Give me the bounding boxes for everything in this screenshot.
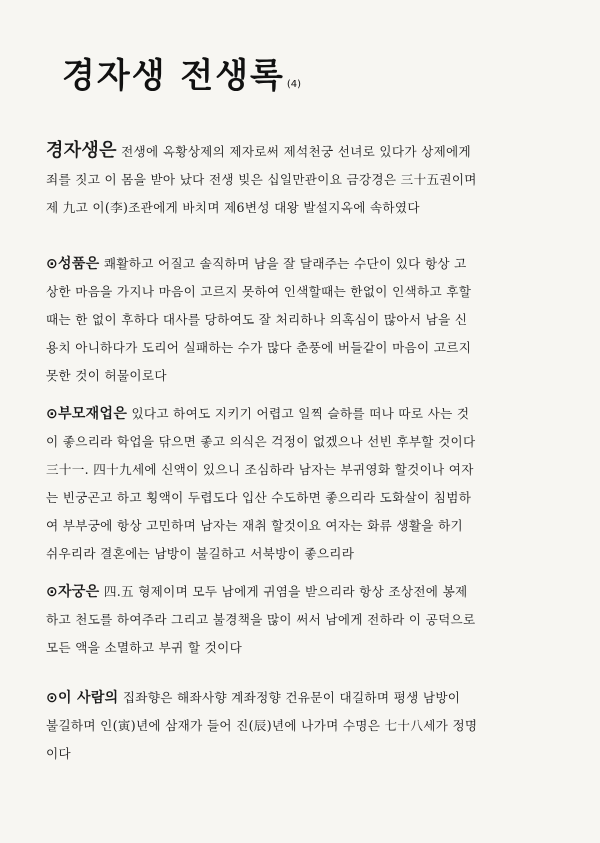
- paragraph-line: ⊙이 사람의 집좌향은 해좌사향 계좌정향 건유문이 대길하며 평생 남방이: [46, 690, 461, 706]
- paragraph-line: 때는 한 없이 후하다 대사를 당하여도 잘 처리하나 의혹심이 많아서 남을 신: [46, 312, 468, 327]
- paragraph-line: ⊙자궁은 四.五 형제이며 모두 남에게 귀염을 받으리라 항상 조상전에 봉제: [46, 584, 468, 600]
- section-heading: ⊙성품은: [46, 256, 100, 272]
- paragraph-line: 못한 것이 허물이로다: [46, 368, 167, 383]
- paragraph-line: 불길하며 인(寅)년에 삼재가 들어 진(辰)년에 나가며 수명은 七十八세가 정명: [46, 718, 478, 733]
- page-title: [62, 48, 301, 97]
- section-past-life: [46, 137, 560, 222]
- section-heading: ⊙자궁은: [46, 584, 100, 600]
- paragraph-line: 쉬우리라 결혼에는 남방이 불길하고 서북방이 좋으리라: [46, 546, 355, 561]
- section-heading: ⊙이 사람의: [46, 690, 119, 706]
- paragraph-line: 용치 아니하다가 도리어 실패하는 수가 많다 춘풍에 버들같이 마음이 고르지: [46, 340, 472, 355]
- section-character: [46, 250, 560, 390]
- section-parents-property: [46, 400, 560, 568]
- page-number: (4): [286, 79, 302, 90]
- paragraph-line: 는 빈궁곤고 하고 횡액이 두렵도다 입산 수도하면 좋으리라 도화살이 침범하: [46, 490, 472, 505]
- section-heading: ⊙부모재업은: [46, 406, 128, 422]
- paragraph-line: ⊙부모재업은 있다고 하여도 지키기 어렵고 일찍 슬하를 떠나 따로 사는 것: [46, 406, 470, 422]
- paragraph-line: 상한 마음을 가지나 마음이 고르지 못하여 인색할때는 한없이 인색하고 후할: [46, 284, 472, 299]
- paragraph-line: 여 부부궁에 항상 고민하며 남자는 재취 할것이요 여자는 화류 생활을 하기: [46, 518, 463, 533]
- paragraph-line: 이다: [46, 746, 71, 761]
- paragraph-line: ⊙성품은 쾌활하고 어질고 솔직하며 남을 잘 달래주는 수단이 있다 항상 고: [46, 256, 467, 272]
- section-house-direction: [46, 684, 560, 768]
- paragraph-line: 이 좋으리라 학업을 닦으면 좋고 의식은 걱정이 없겠으나 선빈 후부할 것이다: [46, 434, 476, 449]
- paragraph-line: 죄를 짓고 이 몸을 받아 났다 전생 빚은 십일만관이요 금강경은 三十五권이며: [46, 172, 477, 187]
- paragraph-line: 모든 액을 소멸하고 부귀 할 것이다: [46, 640, 243, 655]
- page-title-text: 경자생 전생록: [62, 56, 285, 96]
- paragraph-line: 경자생은 전생에 옥황상제의 제자로써 제석천궁 선녀로 있다가 상제에게: [46, 140, 471, 161]
- section-children: [46, 578, 560, 662]
- section-heading: 경자생은: [46, 140, 117, 161]
- paragraph-line: 三十一. 四十九세에 신액이 있으니 조심하라 남자는 부귀영화 할것이나 여자: [46, 462, 474, 477]
- paragraph-line: 하고 천도를 하여주라 그리고 불경책을 많이 써서 남에게 전하라 이 공덕으로: [46, 612, 476, 627]
- paragraph-line: 제 九고 이(李)조관에게 바치며 제6변성 대왕 발설지옥에 속하였다: [46, 200, 420, 215]
